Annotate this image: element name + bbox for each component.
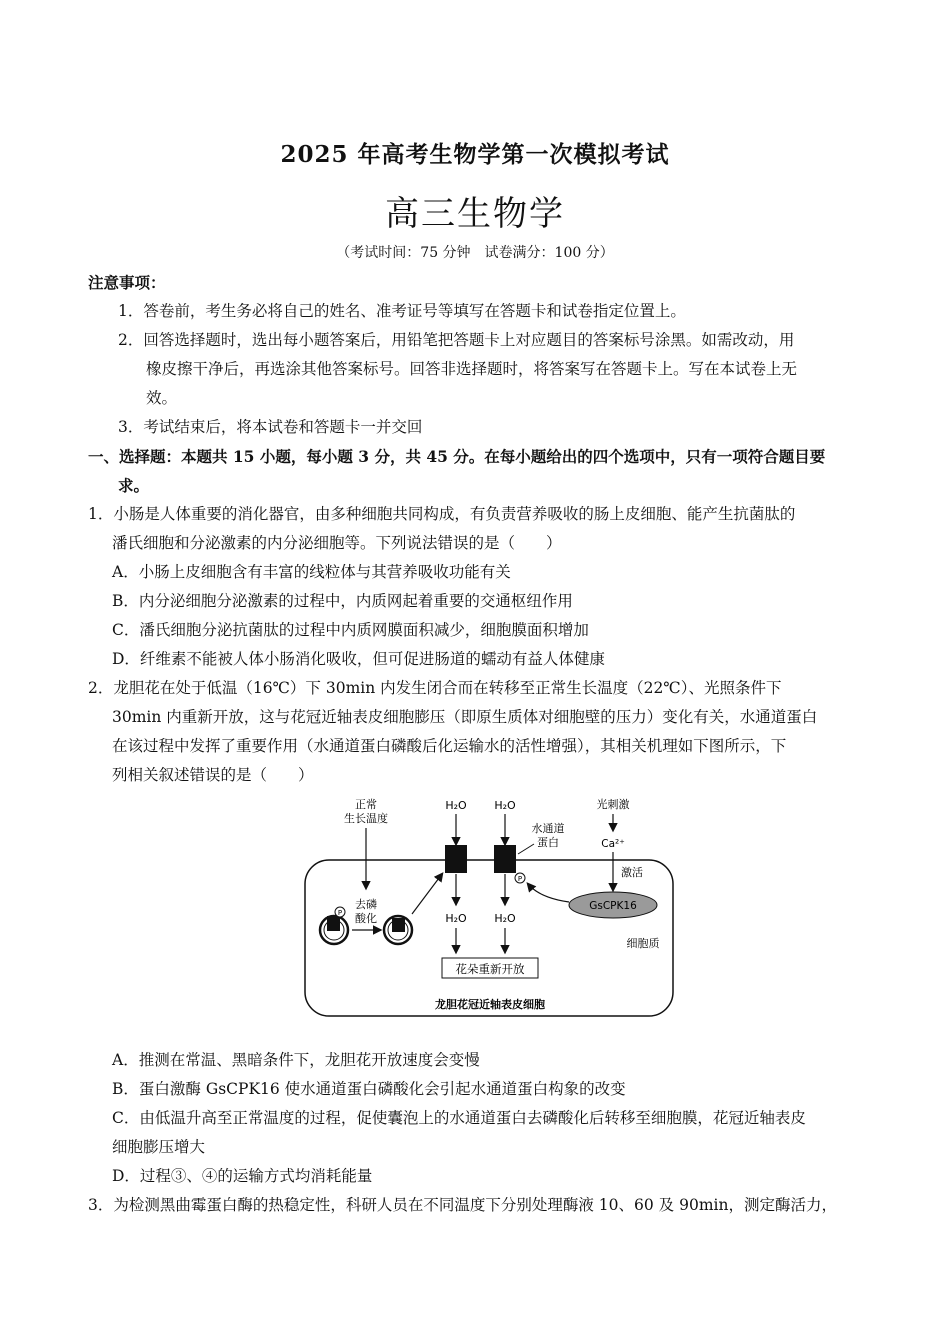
- label-cytoplasm: 细胞质: [626, 937, 660, 950]
- notice-item-2-line-2: 橡皮擦干净后，再选涂其他答案标号。回答非选择题时，将答案写在答题卡上。写在本试卷上无: [146, 360, 798, 378]
- q2-option-a: A．推测在常温、黑暗条件下，龙胆花开放速度会变慢: [112, 1051, 480, 1069]
- label-normal-temp-line-1: 正常: [355, 798, 377, 811]
- label-h2o-bottom-1: H₂O: [445, 912, 467, 925]
- subject-title: 高三生物学: [385, 194, 565, 234]
- label-h2o-top-2: H₂O: [494, 799, 516, 812]
- phosphate-label: P: [337, 909, 343, 917]
- q2-stem-line-1: 2．龙胆花在处于低温（16℃）下 30min 内发生闭合而在转移至正常生长温度（22℃）、光照条件下: [88, 679, 782, 697]
- q1-stem-line-2: 潘氏细胞和分泌激素的内分泌细胞等。下列说法错误的是（ ）: [112, 534, 562, 552]
- q1-option-c: C．潘氏细胞分泌抗菌肽的过程中内质网膜面积减少，细胞膜面积增加: [112, 621, 589, 639]
- aquaporin-in-vesicle-icon: [327, 916, 340, 931]
- notice-item-3: 3．考试结束后，将本试卷和答题卡一并交回: [118, 418, 423, 436]
- label-light-stimulus: 光刺激: [596, 798, 630, 811]
- membrane-phosphate-label: P: [517, 875, 523, 883]
- cell-outline: [305, 860, 673, 1016]
- q1-option-b: B．内分泌细胞分泌激素的过程中，内质网起着重要的交通枢纽作用: [112, 592, 573, 610]
- membrane-aquaporin-2-icon: [494, 845, 516, 873]
- section-heading-line-2: 求。: [118, 476, 150, 495]
- q2-option-c-line-2: 细胞膨压增大: [112, 1138, 206, 1156]
- label-gscpk16: GsCPK16: [589, 900, 637, 912]
- label-aquaporin-line-2: 蛋白: [537, 836, 559, 849]
- q2-option-c-line-1: C．由低温升高至正常温度的过程，促使囊泡上的水通道蛋白去磷酸化后转移至细胞膜，花冠近轴表皮: [112, 1109, 806, 1127]
- q1-option-a: A．小肠上皮细胞含有丰富的线粒体与其营养吸收功能有关: [112, 563, 511, 581]
- q1-option-d: D．纤维素不能被人体小肠消化吸收，但可促进肠道的蠕动有益人体健康: [112, 650, 605, 668]
- q3-stem-line-1: 3．为检测黑曲霉蛋白酶的热稳定性，科研人员在不同温度下分别处理酶液 10、60 及 90min，测定酶活力，: [88, 1196, 837, 1214]
- q2-option-b: B．蛋白激酶 GsCPK16 使水通道蛋白磷酸化会引起水通道蛋白构象的改变: [112, 1080, 626, 1098]
- arrow-phosphorylation: [528, 884, 569, 902]
- q2-option-d: D．过程③、④的运输方式均消耗能量: [112, 1167, 373, 1185]
- aquaporin-mechanism-diagram: [300, 792, 680, 1022]
- label-flower-reopen: 花朵重新开放: [455, 962, 525, 976]
- label-h2o-bottom-2: H₂O: [494, 912, 516, 925]
- notice-item-2-line-1: 2．回答选择题时，选出每小题答案后，用铅笔把答题卡上对应题目的答案标号涂黑。如需改动，用: [118, 331, 795, 349]
- q2-stem-line-3: 在该过程中发挥了重要作用（水通道蛋白磷酸后化运输水的活性增强），其相关机理如下图所示，下: [112, 737, 787, 755]
- label-dephos-line-2: 酸化: [355, 912, 377, 925]
- label-calcium: Ca²⁺: [601, 838, 625, 850]
- label-aquaporin-line-1: 水通道: [531, 822, 565, 835]
- exam-title: 2025 年高考生物学第一次模拟考试: [280, 141, 670, 168]
- notice-heading: 注意事项：: [88, 273, 166, 292]
- membrane-aquaporin-1-icon: [445, 845, 467, 873]
- notice-item-2-line-3: 效。: [146, 389, 178, 407]
- q1-stem-line-1: 1．小肠是人体重要的消化器官，由多种细胞共同构成，有负责营养吸收的肠上皮细胞、能产生抗菌肽的: [88, 505, 796, 523]
- label-normal-temp-line-2: 生长温度: [344, 812, 388, 825]
- exam-info: （考试时间：75 分钟 试卷满分：100 分）: [336, 245, 614, 261]
- q2-stem-line-4: 列相关叙述错误的是（ ）: [112, 766, 314, 784]
- label-activation: 激活: [621, 866, 643, 879]
- label-dephos-line-1: 去磷: [355, 898, 377, 911]
- notice-item-1: 1．答卷前，考生务必将自己的姓名、准考证号等填写在答题卡和试卷指定位置上。: [118, 302, 686, 320]
- aquaporin-dephosphorylated-icon: [392, 918, 405, 932]
- section-heading-line-1: 一、选择题：本题共 15 小题，每小题 3 分，共 45 分。在每小题给出的四个选项中，只有一项符合题目要: [88, 447, 826, 466]
- label-h2o-top-1: H₂O: [445, 799, 467, 812]
- q2-stem-line-2: 30min 内重新开放，这与花冠近轴表皮细胞膨压（即原生质体对细胞壁的压力）变化有关，水通道蛋白: [112, 708, 818, 726]
- arrow-to-membrane: [412, 874, 442, 914]
- label-cell: 龙胆花冠近轴表皮细胞: [435, 998, 545, 1011]
